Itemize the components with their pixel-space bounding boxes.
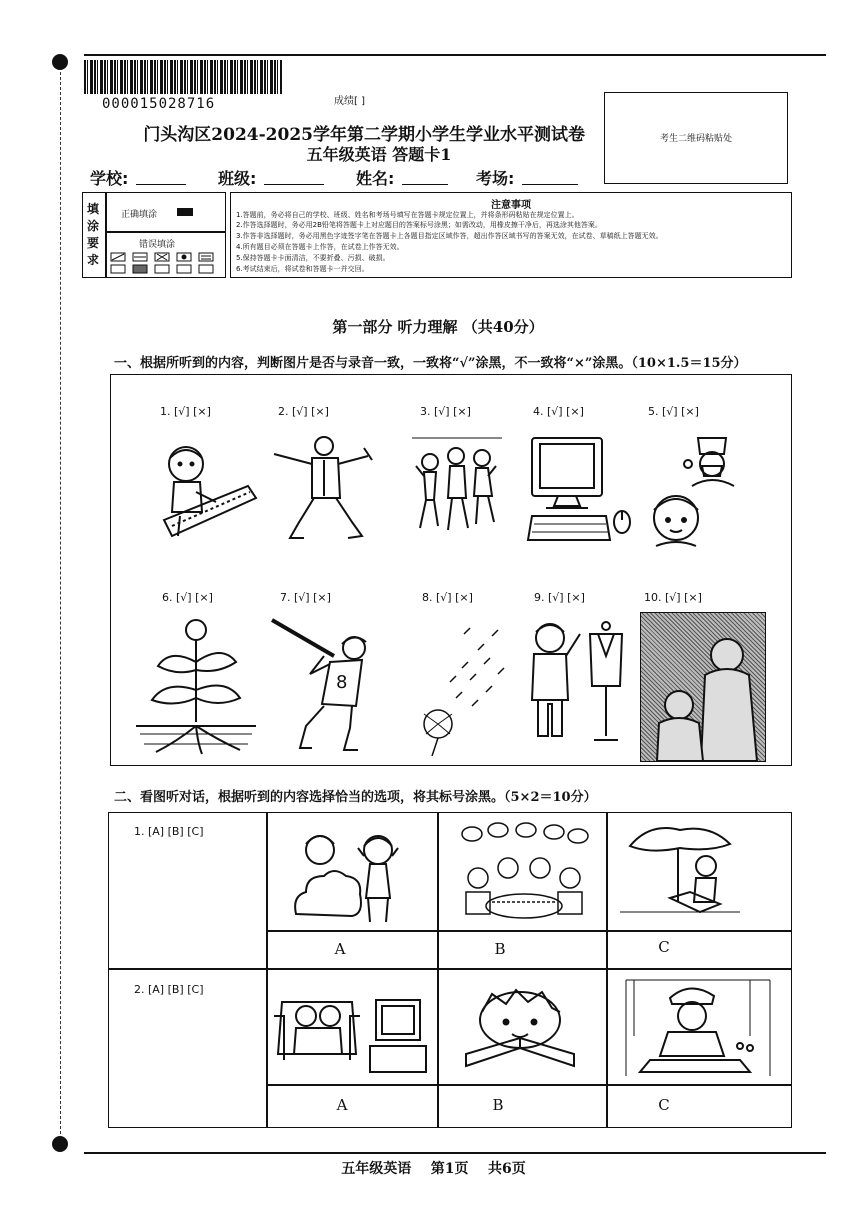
binding-dot-top <box>52 54 68 70</box>
col-divider-2 <box>437 812 439 1128</box>
picture-writing-under-tree <box>620 822 740 922</box>
picture-dandelion-seeds <box>414 616 510 756</box>
svg-text:8: 8 <box>336 672 348 693</box>
picture-family-watching-tv <box>272 976 432 1080</box>
correct-fill-sample <box>177 208 193 216</box>
item-8-label[interactable]: 8. [√] [×] <box>422 591 473 604</box>
q2-option-b: B <box>492 1096 504 1114</box>
item-5-label[interactable]: 5. [√] [×] <box>648 405 699 418</box>
picture-doctor-and-boy <box>640 436 750 560</box>
option-label-row-1 <box>266 930 792 932</box>
answer-card-title: 五年级英语 答题卡1 <box>306 145 452 164</box>
top-rule <box>84 54 826 56</box>
q1-option-b: B <box>494 940 506 958</box>
item-2-label[interactable]: 2. [√] [×] <box>278 405 329 418</box>
notice-line-3: 3.作答非选择题时，务必用黑色字迹签字笔在答题卡上各题目指定区域作答，超出作答区域书写的答案无效，在试卷、草稿纸上答题无效。 <box>236 232 663 240</box>
binding-line <box>60 72 62 1134</box>
bottom-rule <box>84 1152 826 1154</box>
binding-dot-bottom <box>52 1136 68 1152</box>
barcode-number: 000015028716 <box>102 96 216 112</box>
picture-mother-and-daughter <box>640 612 766 762</box>
picture-children-dancing <box>412 436 502 536</box>
page-footer: 五年级英语 第1页 共6页 <box>341 1161 526 1177</box>
exam-title: 门头沟区2024-2025学年第二学期小学生学业水平测试卷 <box>143 125 585 145</box>
qr-sticker-box <box>604 92 788 184</box>
school-label: 学校: <box>90 169 129 188</box>
notice-line-5: 5.保持答题卡卡面清洁，不要折叠、污损、破损。 <box>236 254 390 262</box>
item-9-label[interactable]: 9. [√] [×] <box>534 591 585 604</box>
question-2-label[interactable]: 2. [A] [B] [C] <box>134 983 204 996</box>
fill-instruction-box <box>82 192 226 278</box>
room-input-line[interactable] <box>522 184 578 185</box>
item-4-label[interactable]: 4. [√] [×] <box>533 405 584 418</box>
qr-sticker-text: 考生二维码粘贴处 <box>659 134 732 144</box>
picture-kids-on-cloud <box>292 820 412 926</box>
picture-man-doing-taichi <box>268 432 378 544</box>
q1-option-a: A <box>334 940 346 958</box>
name-label: 姓名: <box>356 169 395 188</box>
item-7-label[interactable]: 7. [√] [×] <box>280 591 331 604</box>
picture-boy-and-dress-form <box>522 616 640 744</box>
section1-heading: 一、根据所听到的内容，判断图片是否与录音一致，一致将“√”涂黑，不一致将“×”涂黑。（10×1.5＝15分） <box>114 356 747 371</box>
fill-vertical-label: 填涂要求 <box>87 202 100 267</box>
notice-title: 注意事项 <box>491 200 531 211</box>
picture-girl-playing-piano <box>150 440 260 540</box>
col-divider-3 <box>606 812 608 1128</box>
row-divider <box>108 968 792 970</box>
question-1-label[interactable]: 1. [A] [B] [C] <box>134 825 204 838</box>
notice-line-6: 6.考试结束后，将试卷和答题卡一并交回。 <box>236 265 369 273</box>
q1-option-c: C <box>658 938 670 956</box>
score-mark: 成绩[ ] <box>334 96 365 107</box>
class-label: 班级: <box>218 169 257 188</box>
notice-line-1: 1.答题前，务必将自己的学校、班级、姓名和考场号填写在答题卡规定位置上，并将条形码粘贴在规定位置上。 <box>236 211 579 219</box>
wrong-fill-samples <box>109 251 219 275</box>
picture-baseball-player <box>266 616 376 756</box>
q2-option-a: A <box>336 1096 348 1114</box>
room-label: 考场: <box>476 169 515 188</box>
notice-line-2: 2.作答选择题时，务必用2B铅笔将答题卡上对应题目的答案标号涂黑；如需改动，用橡皮擦干净后，再选涂其他答案。 <box>236 221 602 229</box>
col-divider-1 <box>266 812 268 1128</box>
section2-heading: 二、看图听对话，根据听到的内容选择恰当的选项，将其标号涂黑。（5×2＝10分） <box>114 790 597 805</box>
wrong-fill-label: 错误填涂 <box>139 240 176 250</box>
q2-option-c: C <box>658 1096 670 1114</box>
name-input-line[interactable] <box>402 184 448 185</box>
picture-computer <box>526 436 638 548</box>
school-input-line[interactable] <box>136 184 186 185</box>
barcode <box>84 60 282 94</box>
picture-children-at-party <box>456 822 590 926</box>
item-6-label[interactable]: 6. [√] [×] <box>162 591 213 604</box>
picture-boy-reading-book <box>456 986 586 1076</box>
part1-title: 第一部分 听力理解 （共40分） <box>332 318 544 336</box>
notice-line-4: 4.所有题目必须在答题卡上作答，在试卷上作答无效。 <box>236 243 404 251</box>
item-10-label[interactable]: 10. [√] [×] <box>644 591 702 604</box>
class-input-line[interactable] <box>264 184 324 185</box>
correct-fill-label: 正确填涂 <box>121 210 158 220</box>
option-label-row-2 <box>266 1084 792 1086</box>
picture-growing-plant <box>136 614 256 756</box>
item-1-label[interactable]: 1. [√] [×] <box>160 405 211 418</box>
item-3-label[interactable]: 3. [√] [×] <box>420 405 471 418</box>
picture-boy-drawing-at-desk <box>620 976 780 1080</box>
